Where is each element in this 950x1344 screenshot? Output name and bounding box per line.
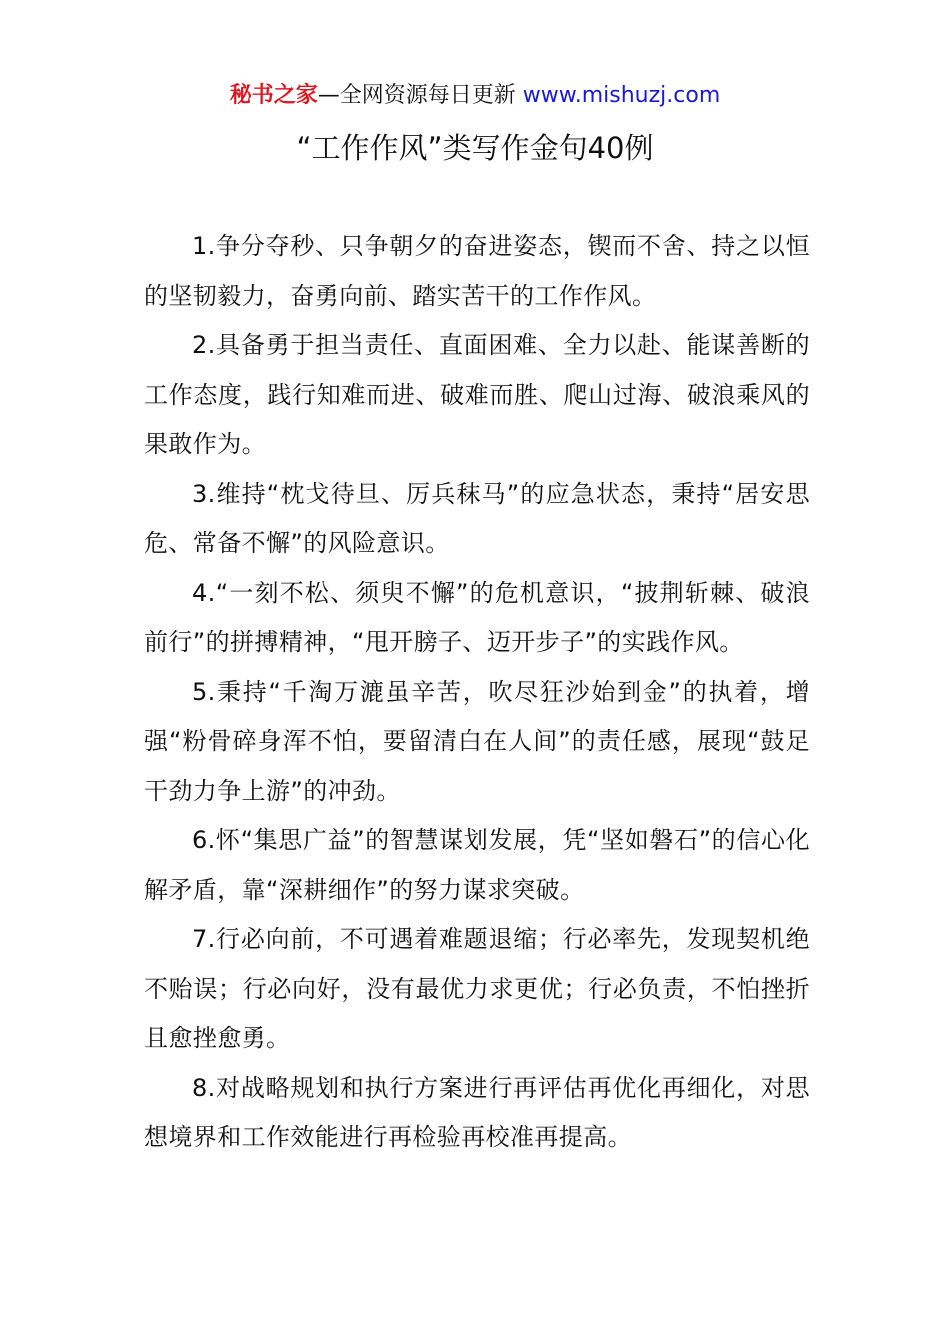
paragraph-3: 3.维持“枕戈待旦、厉兵秣马”的应急状态，秉持“居安思危、常备不懈”的风险意识。 (144, 479, 810, 557)
site-header (0, 80, 950, 112)
document-body (144, 222, 810, 1163)
brand-name: 秘书之家 (229, 83, 318, 108)
paragraph-6: 6.怀“集思广益”的智慧谋划发展，凭“坚如磐石”的信心化解矛盾，靠“深耕细作”的努力谋求突破。 (144, 826, 810, 904)
site-url-link[interactable]: www.mishuzj.com (522, 83, 721, 108)
paragraph-7: 7.行必向前，不可遇着难题退缩；行必率先，发现契机绝不贻误；行必向好，没有最优力求更优；行必负责，不怕挫折且愈挫愈勇。 (144, 925, 810, 1052)
document-title: “工作作风”类写作金句40例 (296, 131, 654, 165)
paragraph-5: 5.秉持“千淘万漉虽辛苦，吹尽狂沙始到金”的执着，增强“粉骨碎身浑不怕，要留清白在人间”的责任感，展现“鼓足干劲力争上游”的冲劲。 (144, 677, 810, 805)
header-tagline: —全网资源每日更新 (317, 83, 523, 108)
paragraph-1: 1.争分夺秒、只争朝夕的奋进姿态，锲而不舍、持之以恒的坚韧毅力，奋勇向前、踏实苦干的工作作风。 (144, 232, 810, 310)
paragraph-8: 8.对战略规划和执行方案进行再评估再优化再细化，对思想境界和工作效能进行再检验再校准再提高。 (144, 1073, 810, 1151)
paragraph-4: 4.“一刻不松、须臾不懈”的危机意识，“披荆斩棘、破浪前行”的拼搏精神，“甩开膀子、迈开步子”的实践作风。 (144, 578, 810, 656)
paragraph-2: 2.具备勇于担当责任、直面困难、全力以赴、能谋善断的工作态度，践行知难而进、破难而胜、爬山过海、破浪乘风的果敢作为。 (144, 331, 810, 458)
